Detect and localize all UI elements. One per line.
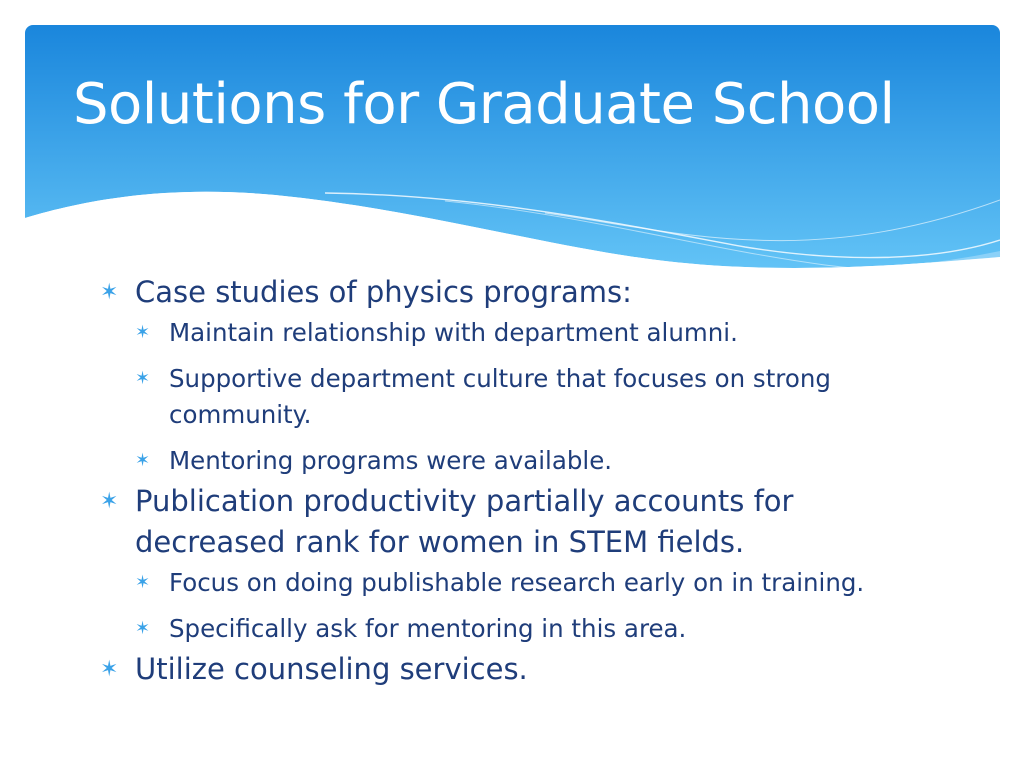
bullet-list-level-2: [135, 565, 900, 647]
sub-bullet-item: [135, 361, 900, 433]
star-bullet-icon: ✶: [135, 322, 151, 343]
title-banner: [25, 25, 1000, 285]
bullet-item: [100, 649, 900, 690]
sub-bullet-text: Maintain relationship with department alumni.: [169, 318, 738, 347]
sub-bullet-text: Specifically ask for mentoring in this area.: [169, 614, 687, 643]
bullet-text: Utilize counseling services.: [135, 652, 528, 686]
star-bullet-icon: ✶: [135, 450, 151, 471]
sub-bullet-item: [135, 565, 900, 601]
sub-bullet-text: Mentoring programs were available.: [169, 446, 613, 475]
bullet-text: Case studies of physics programs:: [135, 275, 632, 309]
wave-banner-graphic: [25, 25, 1000, 285]
star-bullet-icon: ✶: [100, 489, 119, 514]
bullet-list-level-2: [135, 315, 900, 479]
slide-title: Solutions for Graduate School: [73, 72, 895, 137]
star-bullet-icon: ✶: [135, 618, 151, 639]
star-bullet-icon: ✶: [100, 657, 119, 682]
sub-bullet-text: Supportive department culture that focuses on strong community.: [169, 364, 831, 429]
sub-bullet-item: [135, 611, 900, 647]
star-bullet-icon: ✶: [135, 368, 151, 389]
sub-bullet-item: [135, 443, 900, 479]
sub-bullet-text: Focus on doing publishable research early on in training.: [169, 568, 865, 597]
star-bullet-icon: ✶: [135, 572, 151, 593]
bullet-list-level-1: [100, 272, 900, 690]
bullet-text: Publication productivity partially accounts for decreased rank for women in STEM fields.: [135, 484, 794, 559]
sub-bullet-item: [135, 315, 900, 351]
star-bullet-icon: ✶: [100, 280, 119, 305]
bullet-item: [100, 481, 900, 647]
bullet-list: [100, 272, 900, 692]
bullet-item: [100, 272, 900, 479]
